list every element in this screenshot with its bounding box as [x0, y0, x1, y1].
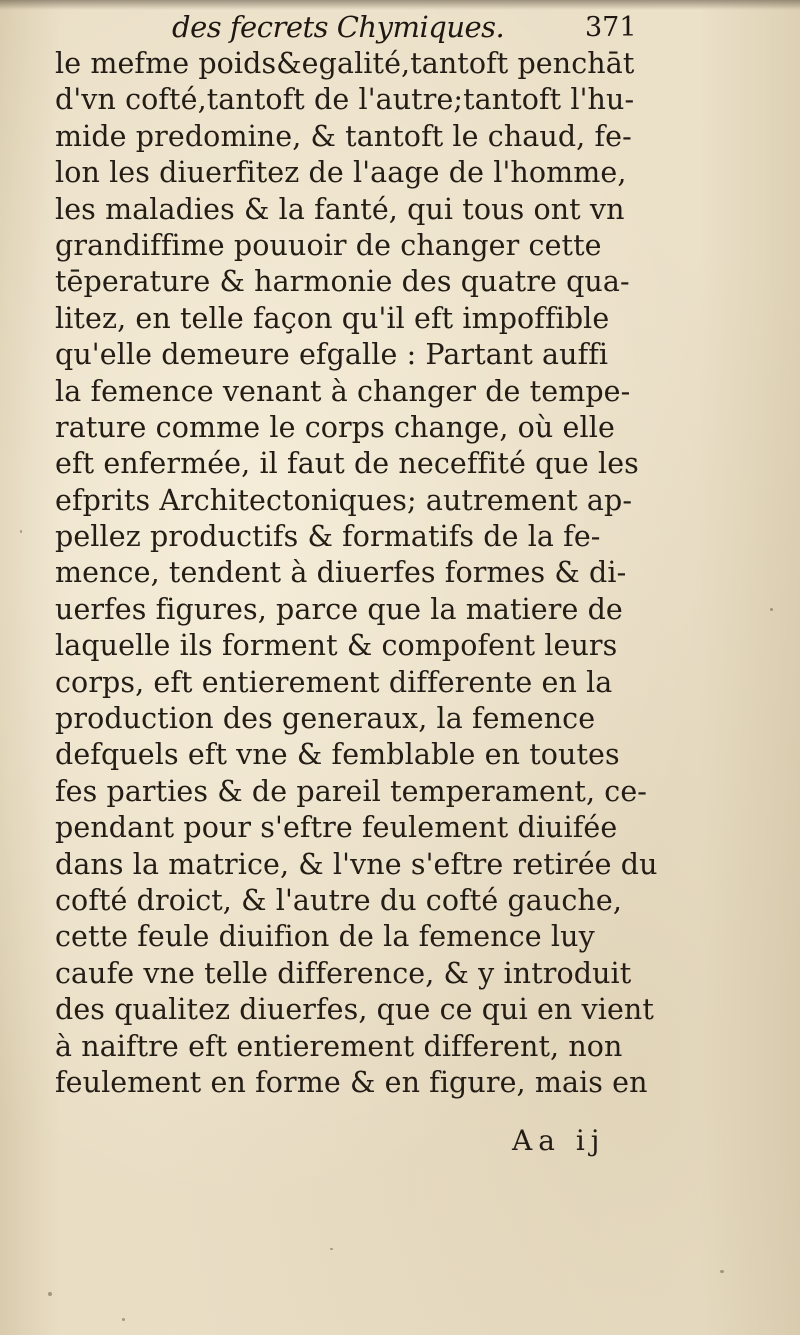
text-line: tēperature & harmonie des quatre qua-	[55, 265, 630, 299]
running-title: des fecrets Chymiques.	[172, 10, 505, 44]
text-line: defquels eft vne & femblable en toutes	[55, 738, 620, 772]
text-line: corps, eft entierement differente en la	[55, 665, 613, 699]
text-line: des qualitez diuerfes, que ce qui en vient	[55, 993, 654, 1027]
body-text	[55, 46, 695, 1101]
text-line: efprits Architectoniques; autrement ap-	[55, 483, 633, 517]
text-line: à naiftre eft entierement different, non	[55, 1029, 623, 1063]
page-header	[0, 6, 800, 46]
text-line: le mefme poids&egalité,tantoft penchāt	[55, 47, 635, 80]
text-line: caufe vne telle difference, & y introduit	[55, 956, 632, 990]
text-line: laquelle ils forment & compofent leurs	[55, 629, 618, 663]
text-line: lon les diuerfitez de l'aage de l'homme,	[55, 156, 627, 190]
text-line: la femence venant à changer de tempe-	[55, 374, 631, 408]
text-line: production des generaux, la femence	[55, 702, 596, 736]
text-line: mence, tendent à diuerfes formes & di-	[55, 556, 627, 590]
page-number: 371	[585, 12, 637, 43]
text-line: rature comme le corps change, où elle	[55, 410, 615, 444]
text-line: mide predomine, & tantoft le chaud, fe-	[55, 119, 632, 153]
text-line: pellez productifs & formatifs de la fe-	[55, 520, 601, 554]
text-line: qu'elle demeure efgalle : Partant auffi	[55, 338, 609, 372]
text-line: pendant pour s'eftre feulement diuifée	[55, 811, 618, 845]
text-line: eft enfermée, il faut de neceffité que les	[55, 447, 639, 481]
text-line: litez, en telle façon qu'il eft impoffible	[55, 301, 610, 335]
text-line: cette feule diuifion de la femence luy	[55, 920, 595, 954]
text-line: d'vn cofté,tantoft de l'autre;tantoft l'hu-	[55, 83, 635, 117]
text-line: grandiffime pouuoir de changer cette	[55, 228, 602, 262]
text-line: fes parties & de pareil temperament, ce-	[55, 774, 648, 808]
text-line: les maladies & la fanté, qui tous ont vn	[55, 192, 625, 226]
text-line: cofté droict, & l'autre du cofté gauche,	[55, 883, 622, 917]
text-line: feulement en forme & en figure, mais en	[55, 1065, 648, 1099]
text-line: uerfes figures, parce que la matiere de	[55, 592, 623, 626]
signature-mark: Aa ij	[512, 1124, 606, 1157]
text-line: dans la matrice, & l'vne s'eftre retirée du	[55, 847, 658, 881]
